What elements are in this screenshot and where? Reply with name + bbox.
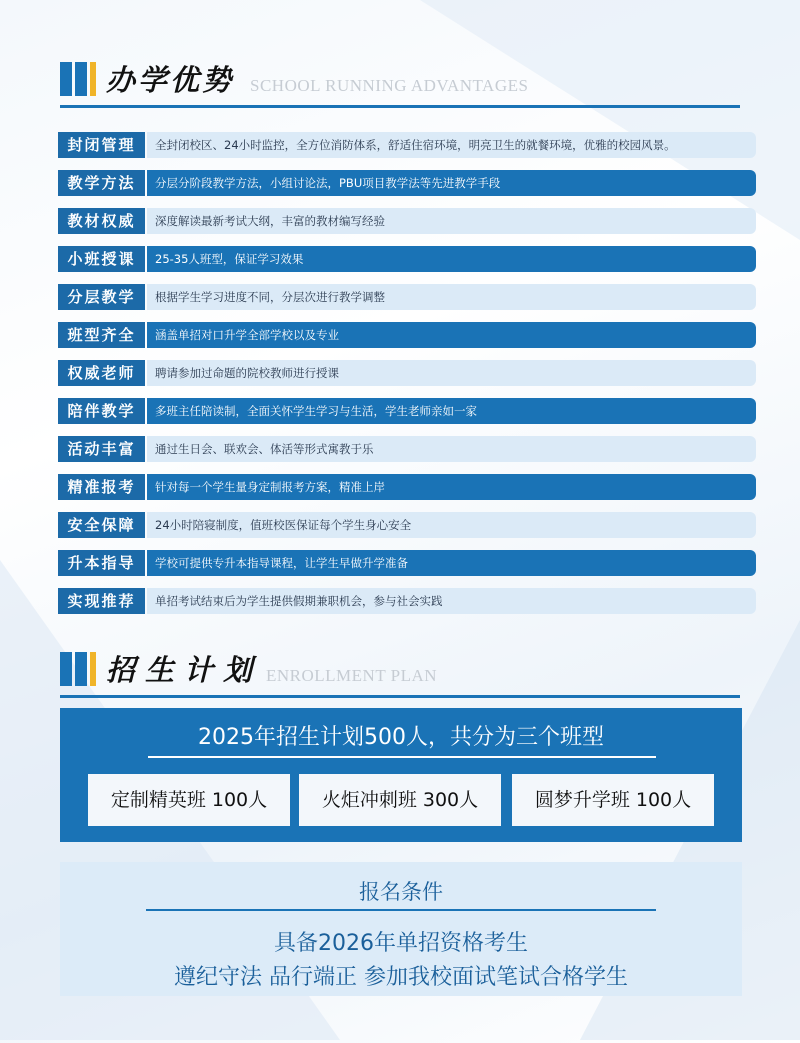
- advantage-tag: 陪伴教学: [58, 398, 145, 424]
- advantages-title: 办学优势: [106, 63, 235, 97]
- requirements-box: [60, 862, 742, 996]
- plan-title-underline: [148, 756, 656, 758]
- advantage-tag: 分层教学: [58, 284, 145, 310]
- advantage-row: [58, 170, 756, 196]
- advantage-tag: 权威老师: [58, 360, 145, 386]
- advantage-text: 聘请参加过命题的院校教师进行授课: [147, 360, 756, 386]
- advantage-text: 25-35人班型，保证学习效果: [147, 246, 756, 272]
- advantage-tag: 教材权威: [58, 208, 145, 234]
- enrollment-title: 招生计划: [106, 653, 263, 687]
- section-divider: [60, 105, 740, 108]
- advantage-tag: 教学方法: [58, 170, 145, 196]
- section-divider: [60, 695, 740, 698]
- advantage-text: 单招考试结束后为学生提供假期兼职机会，参与社会实践: [147, 588, 756, 614]
- advantage-row: [58, 474, 756, 500]
- section-marker-icon: [60, 652, 100, 686]
- section-marker-icon: [60, 62, 100, 96]
- advantage-text: 涵盖单招对口升学全部学校以及专业: [147, 322, 756, 348]
- advantage-tag: 实现推荐: [58, 588, 145, 614]
- advantage-text: 分层分阶段教学方法，小组讨论法，PBU项目教学法等先进教学手段: [147, 170, 756, 196]
- advantage-tag: 活动丰富: [58, 436, 145, 462]
- advantage-tag: 精准报考: [58, 474, 145, 500]
- enrollment-section-header: [60, 646, 740, 698]
- advantage-text: 根据学生学习进度不同，分层次进行教学调整: [147, 284, 756, 310]
- requirements-title-underline: [146, 909, 656, 911]
- class-card: 圆梦升学班 100人: [512, 774, 714, 826]
- requirement-line: 具备2026年单招资格考生: [274, 931, 528, 956]
- advantage-row: [58, 512, 756, 538]
- enrollment-title-en: ENROLLMENT PLAN: [266, 666, 438, 685]
- advantage-text: 24小时陪寝制度，值班校医保证每个学生身心安全: [147, 512, 756, 538]
- enrollment-plan-box: [60, 708, 742, 842]
- advantage-tag: 封闭管理: [58, 132, 145, 158]
- advantage-tag: 小班授课: [58, 246, 145, 272]
- advantage-text: 学校可提供专升本指导课程，让学生早做升学准备: [147, 550, 756, 576]
- requirements-title: 报名条件: [359, 880, 443, 904]
- advantage-text: 针对每一个学生量身定制报考方案，精准上岸: [147, 474, 756, 500]
- requirement-line: 遵纪守法 品行端正 参加我校面试笔试合格学生: [174, 965, 628, 990]
- class-card: 火炬冲刺班 300人: [299, 774, 501, 826]
- class-card: 定制精英班 100人: [88, 774, 290, 826]
- advantages-list: [58, 132, 756, 626]
- advantage-tag: 班型齐全: [58, 322, 145, 348]
- advantage-row: [58, 208, 756, 234]
- advantage-tag: 安全保障: [58, 512, 145, 538]
- advantage-row: [58, 322, 756, 348]
- advantage-row: [58, 398, 756, 424]
- plan-title: 2025年招生计划500人，共分为三个班型: [198, 725, 604, 750]
- advantage-tag: 升本指导: [58, 550, 145, 576]
- advantage-row: [58, 132, 756, 158]
- advantages-title-en: SCHOOL RUNNING ADVANTAGES: [250, 76, 529, 95]
- advantage-text: 通过生日会、联欢会、体活等形式寓教于乐: [147, 436, 756, 462]
- advantage-row: [58, 550, 756, 576]
- advantage-text: 深度解读最新考试大纲，丰富的教材编写经验: [147, 208, 756, 234]
- advantage-row: [58, 284, 756, 310]
- advantage-text: 多班主任陪读制，全面关怀学生学习与生活，学生老师亲如一家: [147, 398, 756, 424]
- advantage-row: [58, 588, 756, 614]
- advantage-row: [58, 360, 756, 386]
- advantage-row: [58, 246, 756, 272]
- advantage-text: 全封闭校区、24小时监控，全方位消防体系，舒适住宿环境，明亮卫生的就餐环境，优雅的校园风景。: [147, 132, 756, 158]
- advantage-row: [58, 436, 756, 462]
- advantages-section-header: [60, 56, 740, 108]
